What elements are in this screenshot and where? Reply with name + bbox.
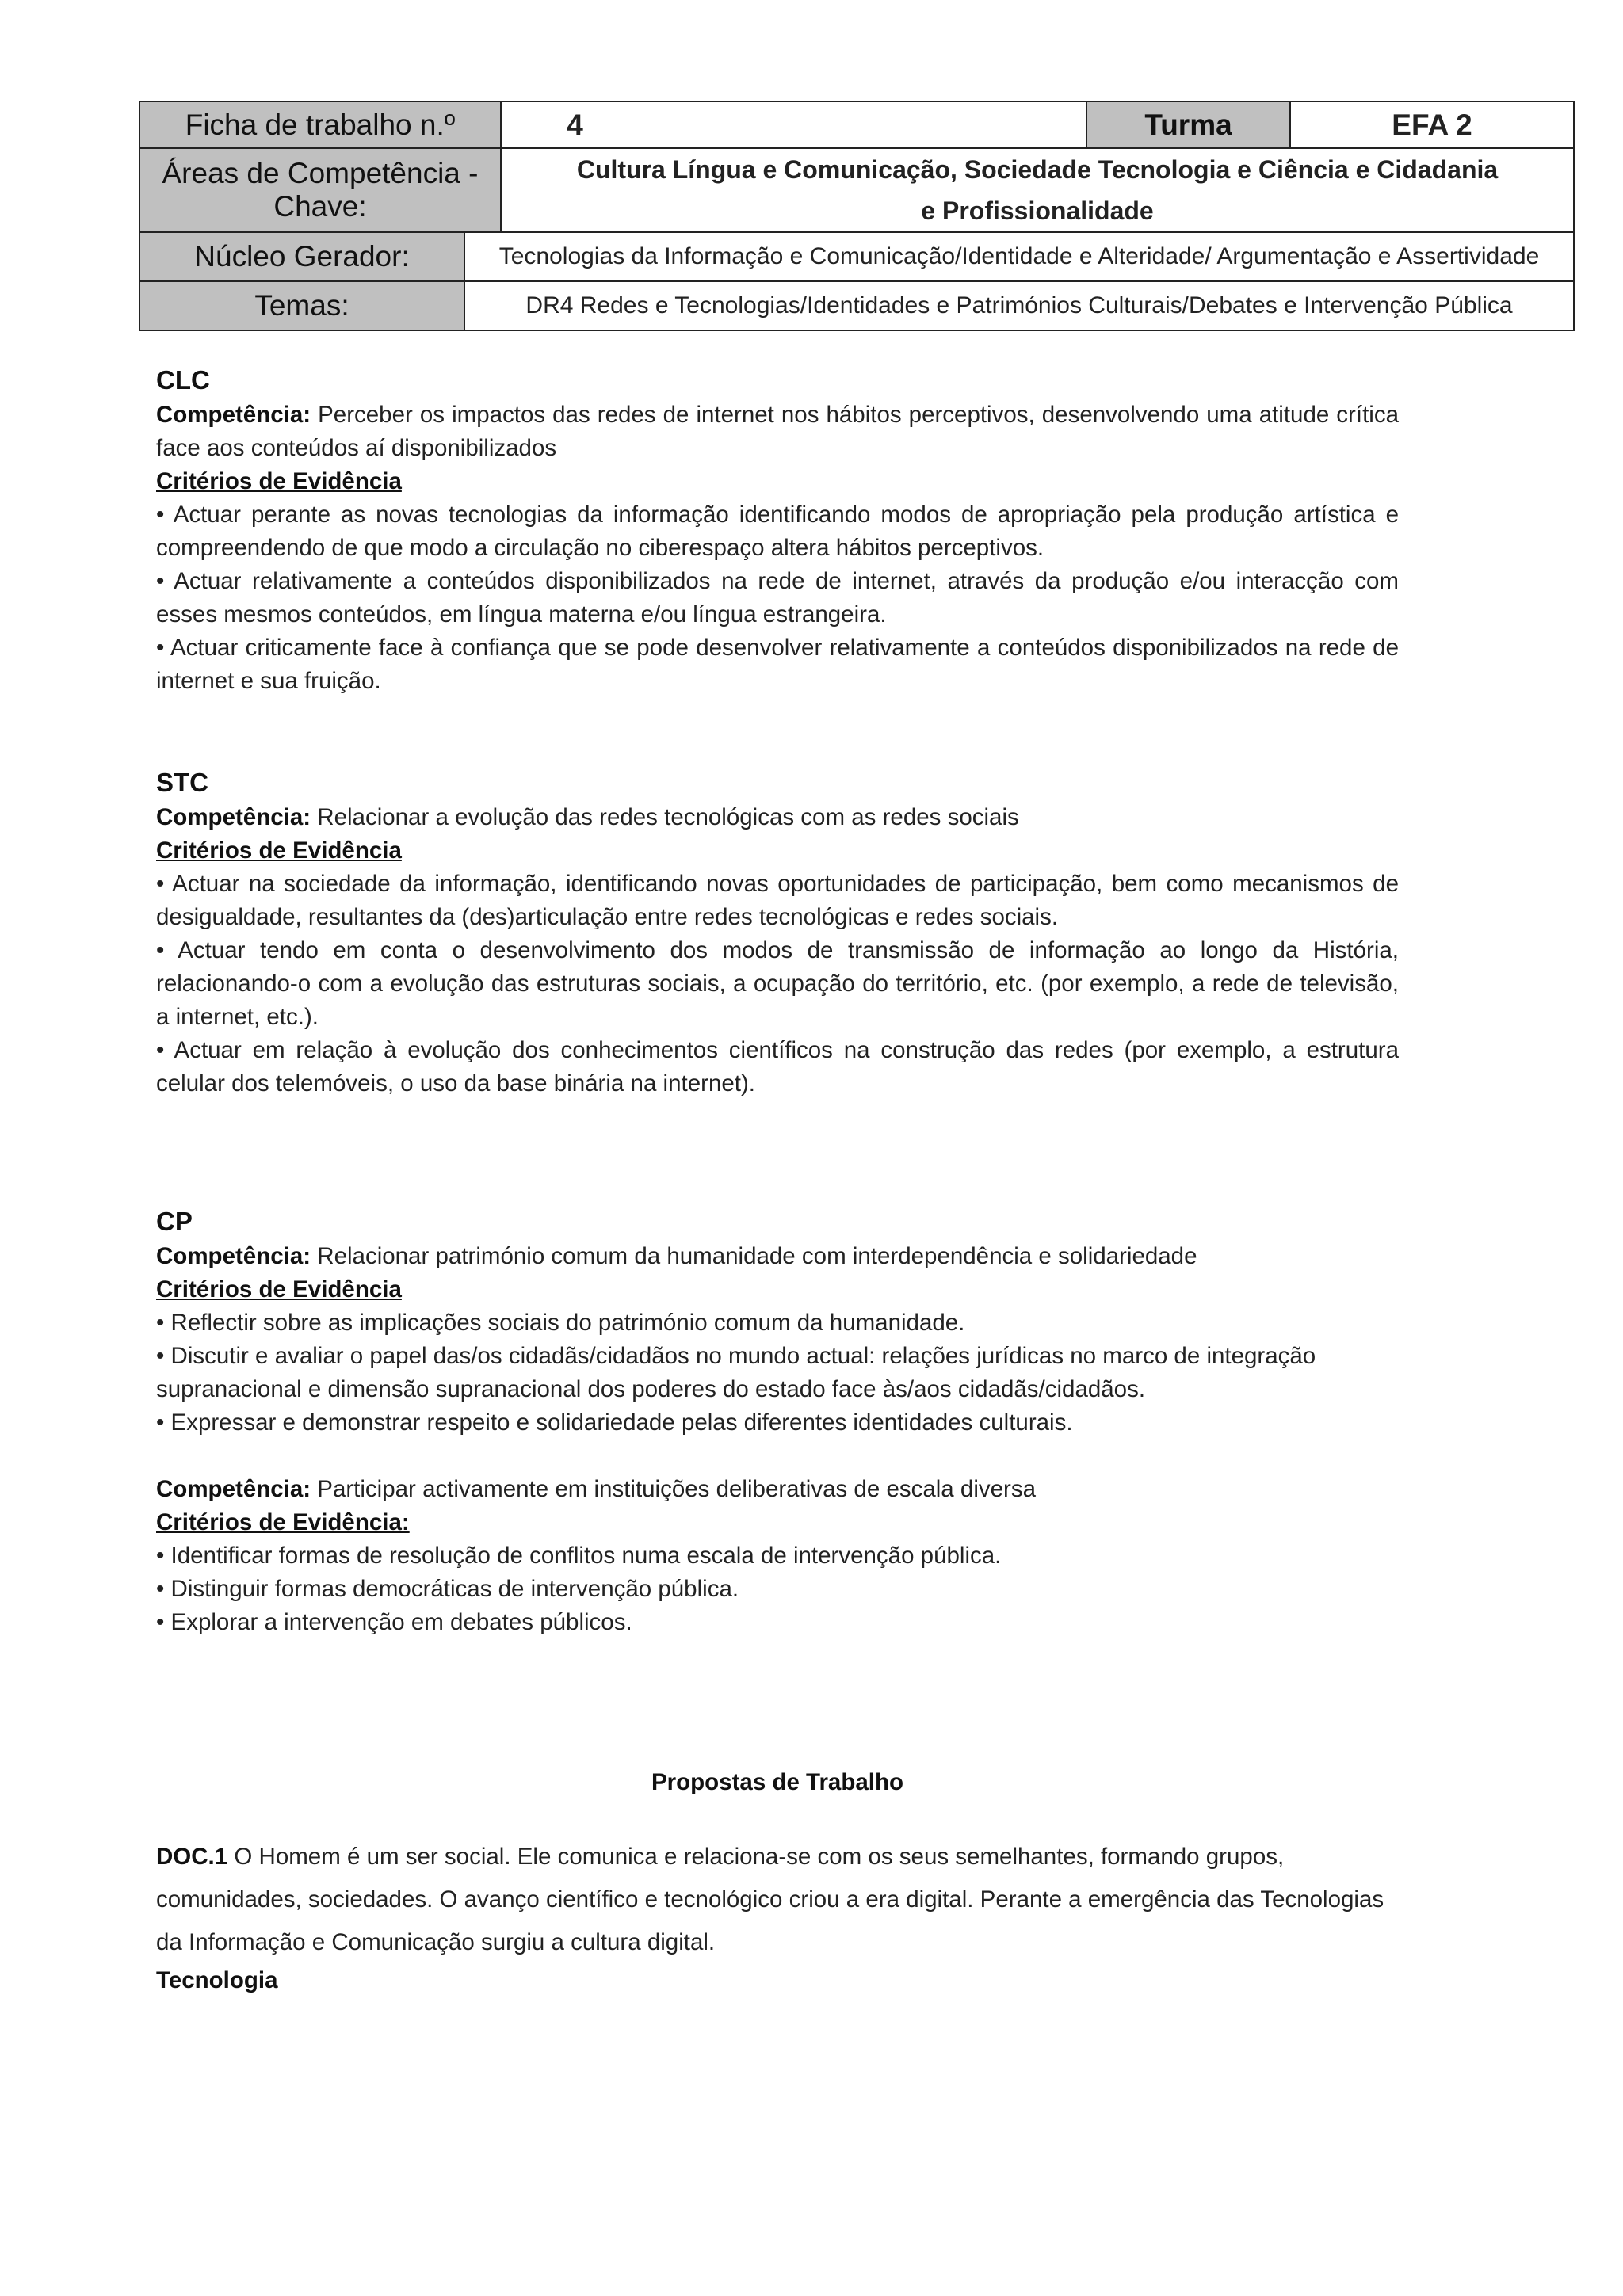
areas-value-line1: Cultura Língua e Comunicação, Sociedade Tecnologia e Ciência e Cidadania — [576, 155, 1499, 184]
clc-competencia: Competência: Perceber os impactos das redes de internet nos hábitos perceptivos, desenvolvendo uma atitude crítica face aos conteúdos aí disponibilizados — [156, 402, 1399, 461]
header-table — [139, 101, 1575, 331]
doc1-paragraph: DOC.1 O Homem é um ser social. Ele comunica e relaciona-se com os seus semelhantes, formando grupos, comunidades, sociedades. O avanço científico e tecnológico criou a era digital. Perante a emergência das Tecnologias da Informação e Comunicação surgiu a cultura digital. — [156, 1844, 1384, 1955]
cp-item-1: • Reflectir sobre as implicações sociais do património comum da humanidade. — [156, 1310, 965, 1336]
stc-title: STC — [156, 768, 208, 797]
stc-item-2: • Actuar tendo em conta o desenvolvimento dos modos de transmissão de informação ao longo da História, relacionando-o com a evolução das estruturas sociais, a ocupação do território, etc. (por exemplo, a rede de televisão, a internet, etc.). — [156, 937, 1399, 1030]
areas-value-line2: e Profissionalidade — [921, 196, 1154, 225]
stc-item-3: • Actuar em relação à evolução dos conhecimentos científicos na construção das redes (por exemplo, a estrutura celular dos telemóveis, o uso da base binária na internet). — [156, 1037, 1399, 1097]
ficha-label: Ficha de trabalho n.º — [139, 101, 501, 148]
clc-item-3: • Actuar criticamente face à confiança que se pode desenvolver relativamente a conteúdos disponibilizados na rede de internet e sua fruição. — [156, 635, 1399, 694]
stc-competencia: Competência: Relacionar a evolução das redes tecnológicas com as redes sociais — [156, 804, 1019, 830]
cp-competencia-2: Competência: Participar activamente em instituições deliberativas de escala diversa — [156, 1476, 1037, 1502]
turma-value: EFA 2 — [1290, 101, 1574, 148]
turma-label: Turma — [1086, 101, 1290, 148]
propostas-title: Propostas de Trabalho — [651, 1769, 904, 1795]
stc-criterios-label: Critérios de Evidência — [156, 837, 402, 864]
temas-value: DR4 Redes e Tecnologias/Identidades e Patrimónios Culturais/Debates e Intervenção Pública — [464, 281, 1574, 330]
cp-item-2: • Discutir e avaliar o papel das/os cidadãs/cidadãos no mundo actual: relações jurídicas no marco de integração supranacional e dimensão supranacional dos poderes do estado face às/aos cidadãs/cidadãos. — [156, 1343, 1316, 1402]
cp-item-6: • Explorar a intervenção em debates públicos. — [156, 1609, 632, 1635]
temas-label: Temas: — [139, 281, 464, 330]
cp-criterios-label-1: Critérios de Evidência — [156, 1276, 402, 1302]
nucleo-label: Núcleo Gerador: — [139, 232, 464, 281]
ficha-value: 4 — [501, 101, 1086, 148]
areas-value — [501, 148, 1574, 232]
cp-competencia-1: Competência: Relacionar património comum da humanidade com interdependência e solidariedade — [156, 1243, 1197, 1269]
document-body — [156, 362, 1399, 1997]
areas-label: Áreas de Competência - Chave: — [139, 148, 501, 232]
nucleo-value: Tecnologias da Informação e Comunicação/Identidade e Alteridade/ Argumentação e Assertividade — [464, 232, 1574, 281]
tecnologia-subtitle: Tecnologia — [156, 1967, 278, 1993]
stc-item-1: • Actuar na sociedade da informação, identificando novas oportunidades de participação, bem como mecanismos de desigualdade, resultantes da (des)articulação entre redes tecnológicas e redes sociais. — [156, 871, 1399, 930]
cp-item-3: • Expressar e demonstrar respeito e solidariedade pelas diferentes identidades culturais. — [156, 1409, 1073, 1436]
clc-criterios-label: Critérios de Evidência — [156, 468, 402, 494]
cp-item-4: • Identificar formas de resolução de conflitos numa escala de intervenção pública. — [156, 1543, 1002, 1569]
clc-item-2: • Actuar relativamente a conteúdos disponibilizados na rede de internet, através da produção e/ou interacção com esses mesmos conteúdos, em língua materna e/ou língua estrangeira. — [156, 568, 1399, 627]
clc-item-1: • Actuar perante as novas tecnologias da informação identificando modos de apropriação pela produção artística e compreendendo de que modo a circulação no ciberespaço altera hábitos perceptivos. — [156, 502, 1399, 561]
cp-title: CP — [156, 1207, 193, 1236]
clc-title: CLC — [156, 365, 210, 395]
cp-criterios-label-2: Critérios de Evidência: — [156, 1509, 410, 1535]
cp-item-5: • Distinguir formas democráticas de intervenção pública. — [156, 1576, 739, 1602]
